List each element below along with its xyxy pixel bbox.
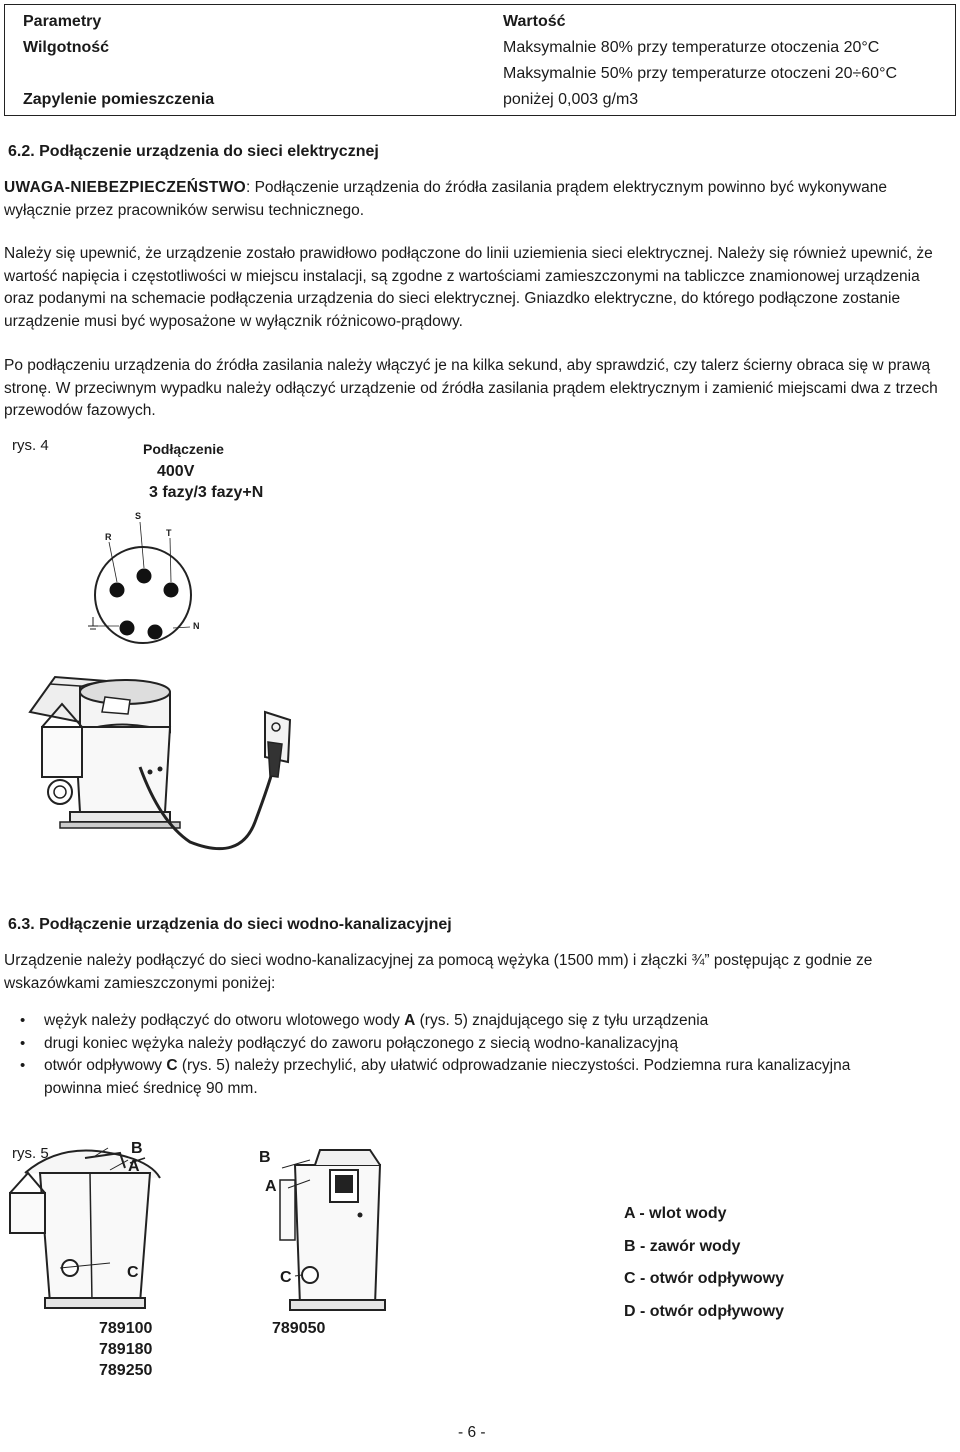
warning-label: UWAGA-NIEBEZPIECZEŃSTWO xyxy=(4,179,246,196)
model-789250: 789250 xyxy=(99,1362,153,1379)
fig5-right-letter-b: B xyxy=(259,1149,271,1166)
table-header-parameter: Parametry xyxy=(23,13,102,30)
bullet-icon: • xyxy=(20,1034,26,1052)
figure-5-label: rys. 5 xyxy=(12,1145,49,1162)
list-item: • drugi koniec wężyka należy podłączyć do zaworu połączonego z siecią wodno-kanalizacyjną xyxy=(4,1033,904,1056)
list-item: • wężyk należy podłączyć do otworu wlotowego wody A (rys. 5) znajdującego się z tyłu urządzenia xyxy=(4,1010,904,1033)
page-number: - 6 - xyxy=(458,1424,486,1441)
socket-pin-diagram xyxy=(80,505,220,650)
machine-with-plug-illustration xyxy=(20,672,320,862)
rotation-check-paragraph: Po podłączeniu urządzenia do źródła zasilania należy włączyć je na kilka sekund, aby sprawdzić, czy talerz ścierny obraca się w prawą stronę. W przeciwnym wypadku należy odłączyć urządzenie od źródła zasilania prądem elektrycznym i zamienić miejscami dwa z trzech przewodów fazowych. xyxy=(4,357,938,419)
pin-ground-dot xyxy=(120,621,135,636)
legend-item-a: A - wlot wody xyxy=(624,1205,727,1222)
model-789050: 789050 xyxy=(272,1320,326,1337)
figure-5-legend xyxy=(624,1198,784,1328)
table-row-humidity-value-a: Maksymalnie 80% przy temperaturze otoczenia 20°C xyxy=(503,39,880,56)
figure-4-label: rys. 4 xyxy=(12,437,49,454)
section-6-3-title: 6.3. Podłączenie urządzenia do sieci wodno-kanalizacyjnej xyxy=(8,916,452,933)
pin-t-dot xyxy=(164,583,179,598)
legend-item-d: D - otwór odpływowy xyxy=(624,1302,784,1320)
fig5-right-letter-a: A xyxy=(265,1178,277,1195)
water-connection-list xyxy=(4,1010,904,1100)
pin-label-r: R xyxy=(105,532,112,542)
pin-label-s: S xyxy=(135,511,142,521)
list-item: • otwór odpływowy C (rys. 5) należy przechylić, aby ułatwić odprowadzanie nieczystości. Podziemna rura kanalizacyjna powinna mieć średnicę 90 mm. xyxy=(20,1057,851,1097)
models-left-list xyxy=(99,1318,152,1381)
pin-label-n: N xyxy=(193,621,200,631)
fig5-right-letter-c: C xyxy=(280,1269,292,1286)
model-789100: 789100 xyxy=(99,1320,153,1337)
figure-4-phases: 3 fazy/3 fazy+N xyxy=(149,484,264,501)
bullet-icon: • xyxy=(20,1057,26,1074)
table-row-humidity-value-b: Maksymalnie 50% przy temperaturze otoczeni 20÷60°C xyxy=(503,65,898,82)
warning-text: : Podłączenie urządzenia do źródła zasilania prądem elektrycznym powinno być wykonywane wyłącznie przez pracowników serwisu technicznego. xyxy=(4,179,887,219)
pin-n-dot xyxy=(148,625,163,640)
figure-4-title: Podłączenie xyxy=(143,441,224,457)
pin-label-t: T xyxy=(166,528,172,538)
table-row-dust-value: poniżej 0,003 g/m3 xyxy=(503,91,639,108)
figure-4-voltage: 400V xyxy=(157,463,195,480)
pin-s-dot xyxy=(137,569,152,584)
water-connection-intro: Urządzenie należy podłączyć do sieci wodno-kanalizacyjnej za pomocą wężyka (1500 mm) i złączki ¾” postępując z godnie ze wskazówkami zamieszczonymi poniżej: xyxy=(4,952,873,992)
pin-r-dot xyxy=(110,583,125,598)
legend-item-b: B - zawór wody xyxy=(624,1237,741,1255)
table-row-dust-label: Zapylenie pomieszczenia xyxy=(23,91,215,108)
fig5-left-letter-a: A xyxy=(128,1158,140,1175)
fig5-left-letter-b: B xyxy=(131,1140,143,1157)
legend-item-c: C - otwór odpływowy xyxy=(624,1270,784,1287)
fig5-left-letter-c: C xyxy=(127,1264,139,1281)
parameters-table xyxy=(4,4,956,116)
table-header-value: Wartość xyxy=(503,13,566,30)
table-row-humidity-label: Wilgotność xyxy=(23,39,110,56)
machine-789050-illustration xyxy=(240,1140,420,1320)
section-6-2-title: 6.2. Podłączenie urządzenia do sieci elektrycznej xyxy=(8,143,379,160)
model-789180: 789180 xyxy=(99,1341,153,1358)
machine-789100-illustration xyxy=(0,1138,220,1318)
grounding-paragraph: Należy się upewnić, że urządzenie zostało prawidłowo podłączone do linii uziemienia sieci elektrycznej. Należy się również upewnić, że wartość napięcia i częstotliwości w miejscu instalacji, są zgodne z wartościami zamieszczonymi na tabliczce znamionowej urządzenia oraz podanymi na schemacie podłączenia urządzenia do sieci elektrycznej. Gniazdko elektryczne, do którego podłączone zostanie urządzenie musi być wyposażone w wyłącznik różnicowo-prądowy. xyxy=(4,245,933,330)
warning-paragraph xyxy=(4,177,954,222)
bullet-icon: • xyxy=(20,1012,26,1029)
